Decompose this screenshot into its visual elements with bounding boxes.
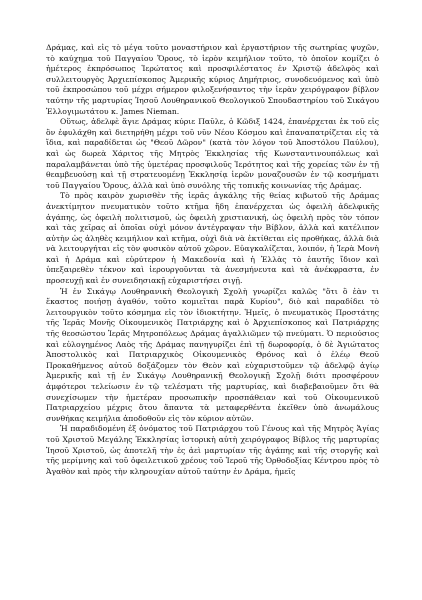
paragraph-2: Οὕτως, ἀδελφὲ ἅγιε Δράμας κύριε Παῦλε, ὁ Κῶδιξ 1424, ἐπανέρχεται ἐκ τοῦ εἰς ὃν ἐφυλάχθη καὶ διετηρήθη μέχρι τοῦ νῦν Νέου Κόσμου καὶ ἐπαναπατρίζεται εἰς τὰ ἴδια, καὶ παραδίδεται ὡς "Θεοῦ Δῶρον" (κατὰ τὸν λόγον τοῦ Ἀποστόλου Παύλου), καὶ ὡς δωρεὰ Χάριτος τῆς Μητρὸς Ἐκκλησίας τῆς Κωνσταντινουπόλεως καὶ παραλαμβάνεται ὑπὸ τῆς ὑμετέρας προσφιλοῦς Ἱερότητος καὶ τῆς χορείας τῶν ἐν τῇ θεαμβευούσῃ καὶ τῇ στρατευομένῃ Ἐκκλησίᾳ ἱερῶν μοναζουσῶν ἐν τῷ κοσμήματι τοῦ Παγγαίου Ὄρους, ἀλλὰ καὶ ὑπὸ συνόλης τῆς τοπικῆς κοινωνίας τῆς Δράμας. [46, 117, 379, 190]
paragraph-3: Τὸ πρὸς καιρὸν χωρισθὲν τῆς ἱερᾶς ἀγκάλης τῆς θείας κιβωτοῦ τῆς Δράμας ἀνεκτίμητον πνευματικὸν τοῦτο κτῆμα ἤδη ἐπανέρχεται ὡς ὀφειλὴ ἀδελφικῆς ἀγάπης, ὡς ὀφειλὴ πολιτισμοῦ, ὡς ὀφειλὴ χριστιανική, ὡς ὀφειλὴ πρὸς τὸν τόπον καὶ τὰς χεῖρας αἱ ὁποῖαι οὐχὶ μόνον ἀντέγραψαν τὴν Βίβλον, ἀλλὰ καὶ κατέλιπον αὐτὴν ὡς ἀληθὲς κειμήλιον καὶ κτῆμα, οὐχὶ διὰ νὰ ἐκτίθεται εἰς προθήκας, ἀλλὰ διὰ νὰ λειτουργήται εἰς τὸν φυσικὸν αὐτοῦ χῶρον. Εὐαγκαλίζεται, λοιπόν, ἡ Ἱερὰ Μονὴ καὶ ἡ Δράμα καὶ εὐρύτερον ἡ Μακεδονία καὶ ἡ Ἑλλὰς τὸ ἑαυτῆς ἴδιον καὶ ὑπεξαιρεθὲν τέκνον καὶ ἱερουργοῦνται τὰ ἀνεσμήνευτα καὶ τὰ ἀνέκφραστα, ἐν προσευχῇ καὶ ἐν συνειδησιακῇ εὐχαριστήσει σιγῇ. [46, 191, 379, 286]
paragraph-5: Ἡ παραδιδομένη ἐξ ὀνόματος τοῦ Πατριάρχου τοῦ Γένους καὶ τῆς Μητρὸς Ἁγίας τοῦ Χριστοῦ Μεγάλης Ἐκκλησίας ἱστορικὴ αὐτὴ χειρόγραφος Βίβλος τῆς μαρτυρίας Ἰησοῦ Χριστοῦ, ὡς ἀποτελῆ τὴν ἐς ἀεὶ μαρτυρίαν τῆς ἀγάπης καὶ τῆς στοργῆς καὶ τῆς μερίμνης καὶ τοῦ ὀφειλετικοῦ χρέους τοῦ Ἱεροῦ τῆς Ὀρθοδοξίας Κέντρου πρὸς τὸ Ἀγαθὸν καὶ πρὸς τὴν κληρουχίαν αὐτοῦ ταύτην ἐν Δράμα, ἡμεῖς [46, 424, 379, 476]
paragraph-1: Δράμας, καὶ εἰς τὸ μέγα τοῦτο μοναστήριον καὶ ἐργαστήριον τῆς σωτηρίας ψυχῶν, τὸ καύχημα τοῦ Παγγαίου Ὄρους, τὸ ἱερὸν κειμήλιον τοῦτο, τὸ ὁποῖον κομίζει ὁ ἡμέτερος ἐκπρόσωπος Ἱερώτατος καὶ προσφιλέστατος ἐν Χριστῷ ἀδελφὸς καὶ συλλειτουργὸς Ἀρχιεπίσκοπος Ἀμερικῆς κύριος Δημήτριος, συνοδευόμενος καὶ ὑπὸ τοῦ ἐκπροσώπου τοῦ μέχρι σήμερον φιλοξενήσαντος τὴν ἱερὰν χειρόγραφον βίβλον ταύτην τῆς μαρτυρίας Ἰησοῦ Λουθηρανικοῦ Θεολογικοῦ Σπουδαστηρίου τοῦ Σικάγου Ἐλλογιμωτάτου κ. James Nieman. [46, 43, 379, 116]
paragraph-4: Ἡ ἐν Σικάγῳ Λουθηρανικὴ Θεολογικὴ Σχολὴ γνωρίζει καλῶς "ὅτι ὃ ἐὰν τι ἕκαστος ποιήσῃ ἀγαθόν, τοῦτο κομιεῖται παρὰ Κυρίου", διὸ καὶ παραδίδει τὸ λειτουργικὸν τοῦτο κόσμημα εἰς τὸν ἰδιοκτήτην. Ἡμεῖς, ὁ πνευματικὸς Προστάτης τῆς Ἱερᾶς Μονῆς Οἰκουμενικὸς Πατριάρχης καὶ ὁ Ἀρχιεπίσκοπος καὶ Πατριάρχης τῆς θεοσώστου Ἱερᾶς Μητροπόλεως Δράμας ἀγαλλιῶμεν τῷ πνεύματι. Ὁ περιούσιος καὶ εὐλογημένος Λαὸς τῆς Δράμας πανηγυρίζει ἐπὶ τῇ δωροφορίᾳ, ὁ δὲ Ἀγιώτατος Ἀποστολικὸς καὶ Πατριαρχικὸς Οἰκουμενικὸς Θρόνος καὶ ὁ ἐλέῳ Θεοῦ Προκαθήμενος αὐτοῦ δοξάζομεν τὸν Θεὸν καὶ εὐχαριστοῦμεν τῷ ἀδελφῷ ἁγίῳ Ἀμερικῆς καὶ τῇ ἐν Σικάγῳ Λουθηρανικῇ Θεολογικῇ Σχολῇ διότι προσφέρουν ἀμφότεροι τελείωσιν ἐν τῷ τελέσματι τῆς μαρτυρίας, καὶ διαβεβαιοῦμεν ὅτι θὰ συνεχίσωμεν τὴν ἡμετέραν προσωπικὴν προσπάθειαν καὶ τοῦ Οἰκουμενικοῦ Πατριαρχείου μέχρις ὅτου ἅπαντα τὰ μεταφερθέντα ἐκεῖθεν ὑπὸ ἀνωμάλους συνθήκας κειμήλια ἀποδοθοῦν εἰς τὸν κύριον αὐτῶν. [46, 286, 379, 423]
